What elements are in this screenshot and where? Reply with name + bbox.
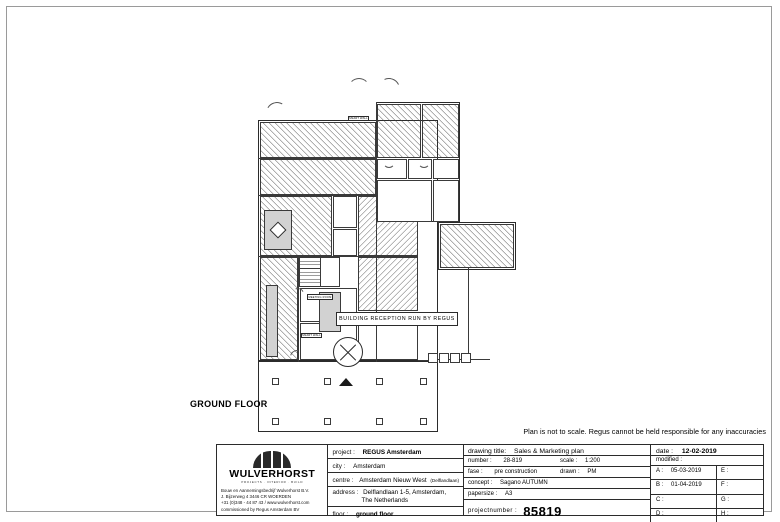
- drawing-details: [464, 456, 651, 522]
- projectnumber-label: projectnumber :: [468, 508, 518, 514]
- modified-row-right: [717, 466, 763, 479]
- city-row: [328, 459, 463, 473]
- fase-drawn-row: [464, 467, 650, 478]
- centre-row: [328, 473, 463, 487]
- papersize-label: papersize :: [468, 491, 498, 497]
- modified-block: [651, 456, 763, 522]
- company-address: [221, 488, 323, 513]
- disclaimer-text: Plan is not to scale. Regus cannot be held responsible for any inaccuracies: [523, 427, 766, 436]
- room-core-a: [333, 196, 357, 228]
- company-address-line-4: commissioned by Regus Amsterdam BV: [221, 506, 300, 512]
- hatched-area-left-upper: [260, 159, 376, 195]
- drawing-title-cell: [464, 445, 651, 455]
- modified-key-c: C :: [656, 496, 664, 503]
- drawn-label: drawn :: [560, 469, 580, 475]
- company-tagline: PROJECTS · INTERIOR · BUILD: [241, 480, 304, 484]
- modified-label: modified :: [651, 456, 763, 466]
- drawing-date-cell: [651, 445, 763, 455]
- drawn-cell: [560, 467, 650, 477]
- floor-value: ground floor: [355, 511, 394, 518]
- column-marker: [272, 418, 279, 425]
- number-label: number :: [468, 458, 492, 464]
- modified-value-b: 01-04-2019: [671, 482, 702, 489]
- city-label: city :: [332, 463, 346, 470]
- floor-label: floor :: [332, 511, 349, 518]
- modified-row-right: [717, 495, 763, 508]
- concept-row: [464, 478, 650, 489]
- modified-key-a: A :: [656, 468, 664, 474]
- room-top-right-e: [433, 180, 459, 222]
- column-marker: [376, 418, 383, 425]
- wall-line-horz-3: [258, 158, 376, 159]
- centre-value: Amsterdam Nieuw West: [359, 477, 427, 484]
- hatched-area-top-left: [260, 122, 376, 158]
- concept-cell: [468, 478, 560, 488]
- concept-label: concept :: [468, 480, 493, 486]
- address-value: Delflandlaan 1-5, Amsterdam,: [363, 489, 447, 496]
- fase-value: pre construction: [494, 469, 538, 475]
- wall-line-vert-2: [298, 256, 299, 362]
- drawing-title-label: drawing title:: [468, 448, 507, 455]
- modified-row: [651, 495, 763, 509]
- wall-line-horz-1: [258, 195, 376, 196]
- hatched-area-mid-right: [358, 257, 418, 311]
- hatched-area-top-right: [422, 104, 459, 158]
- concept-value: Sagano AUTUMN: [500, 480, 548, 486]
- modified-key-d: D :: [656, 510, 664, 517]
- column-marker: [324, 418, 331, 425]
- wall-line-horz-2: [258, 256, 418, 257]
- company-address-line-2: J. Bijzerweg 4 3446 CR WOERDEN: [221, 494, 292, 500]
- modified-key-f: F :: [721, 482, 728, 489]
- modified-row-left: [651, 480, 717, 493]
- address-value-2: The Netherlands: [361, 497, 409, 504]
- address-row: [328, 487, 463, 507]
- modified-row-right: [717, 509, 763, 522]
- floor-row: [328, 507, 463, 521]
- title-block-drawing-column: [464, 445, 763, 519]
- modified-row-left: [651, 466, 717, 479]
- project-label: project :: [332, 449, 355, 456]
- drawn-value: PM: [587, 469, 597, 475]
- north-arrow-icon: [339, 378, 353, 386]
- modified-row: [651, 480, 763, 494]
- number-value: 28-819: [503, 458, 523, 464]
- papersize-cell: [468, 489, 560, 499]
- scale-value: 1:200: [585, 458, 601, 464]
- column-marker: [324, 378, 331, 385]
- door-arc-2: [383, 156, 395, 168]
- projectnumber-value: 85819: [523, 503, 562, 519]
- date-value: 12-02-2019: [681, 448, 717, 455]
- tag-meeting-room: MEETING ROOM: [308, 295, 332, 299]
- modified-key-b: B :: [656, 482, 664, 489]
- tag-building-reception-run-by-regus: BUILDING RECEPTION RUN BY REGUS: [336, 312, 458, 326]
- room-top-right-d: [377, 180, 432, 222]
- modified-key-h: H :: [721, 510, 729, 517]
- tag-smart-wall-upper: SMART WALL: [349, 117, 368, 120]
- papersize-row: [464, 489, 650, 500]
- hatched-area-top-mid: [377, 104, 421, 158]
- wall-line-vert-4: [468, 268, 469, 360]
- wall-line-vert-3: [438, 222, 439, 270]
- city-value: Amsterdam: [353, 463, 386, 470]
- papersize-value: A3: [505, 491, 513, 497]
- facade-detail-2: [439, 353, 449, 363]
- title-block-logo-column: [217, 445, 328, 515]
- column-marker: [272, 378, 279, 385]
- stair-run: [299, 257, 321, 287]
- modified-row: [651, 509, 763, 522]
- centre-point-symbol: [333, 337, 363, 367]
- room-top-right-c: [433, 159, 459, 179]
- drawing-title-value: Sales & Marketing plan: [514, 448, 584, 455]
- room-core-b: [333, 229, 357, 256]
- tag-smart-wall-lower: SMART WALL: [302, 334, 321, 337]
- facade-detail-4: [461, 353, 471, 363]
- number-cell: [468, 456, 560, 466]
- column-marker: [376, 378, 383, 385]
- building-outline-lower: [258, 360, 438, 432]
- furniture-block-counter: [266, 285, 278, 357]
- company-logo: [221, 450, 323, 484]
- scale-label: scale :: [560, 458, 578, 464]
- address-label: address :: [332, 489, 359, 496]
- floor-plan: [180, 60, 540, 430]
- project-value: REGUS Amsterdam: [362, 449, 422, 456]
- door-arc-3: [418, 156, 430, 168]
- centre-value-extra: (Delflandlaan): [430, 478, 459, 483]
- modified-row-left: [651, 509, 717, 522]
- modified-row-right: [717, 480, 763, 493]
- project-row: [328, 445, 463, 459]
- date-label: date :: [656, 448, 674, 455]
- modified-key-g: G :: [721, 496, 730, 503]
- fase-cell: [468, 467, 560, 477]
- company-address-line-3: +31 (0)348 - 44 87 43 / www.wulverhorst.com: [221, 500, 310, 506]
- modified-row: [651, 466, 763, 480]
- company-name: WULVERHORST: [229, 468, 316, 480]
- title-block: [216, 444, 764, 519]
- dome-logo-icon: [249, 450, 295, 467]
- number-scale-row: [464, 456, 650, 467]
- canopy-arc-mid: [348, 78, 370, 100]
- scale-cell: [560, 456, 650, 466]
- column-marker: [420, 418, 427, 425]
- centre-label: centre :: [332, 477, 354, 484]
- hatched-area-right-wing: [440, 224, 514, 268]
- facade-detail-1: [428, 353, 438, 363]
- modified-key-e: E :: [721, 468, 729, 474]
- modified-value-a: 05-03-2019: [670, 468, 702, 474]
- column-marker: [420, 378, 427, 385]
- modified-row-left: [651, 495, 717, 508]
- facade-detail-3: [450, 353, 460, 363]
- ground-floor-label: GROUND FLOOR: [190, 399, 268, 409]
- fase-label: fase :: [468, 469, 483, 475]
- company-address-line-1: Bouw en Aannemingsbedrijf Wulverhorst B.V.: [221, 488, 310, 493]
- canopy-arc-right: [375, 75, 403, 103]
- drawing-title-row: [464, 445, 763, 456]
- drawing-details-row: [464, 456, 763, 522]
- title-block-project-column: [328, 445, 464, 518]
- project-number-row: [464, 500, 650, 522]
